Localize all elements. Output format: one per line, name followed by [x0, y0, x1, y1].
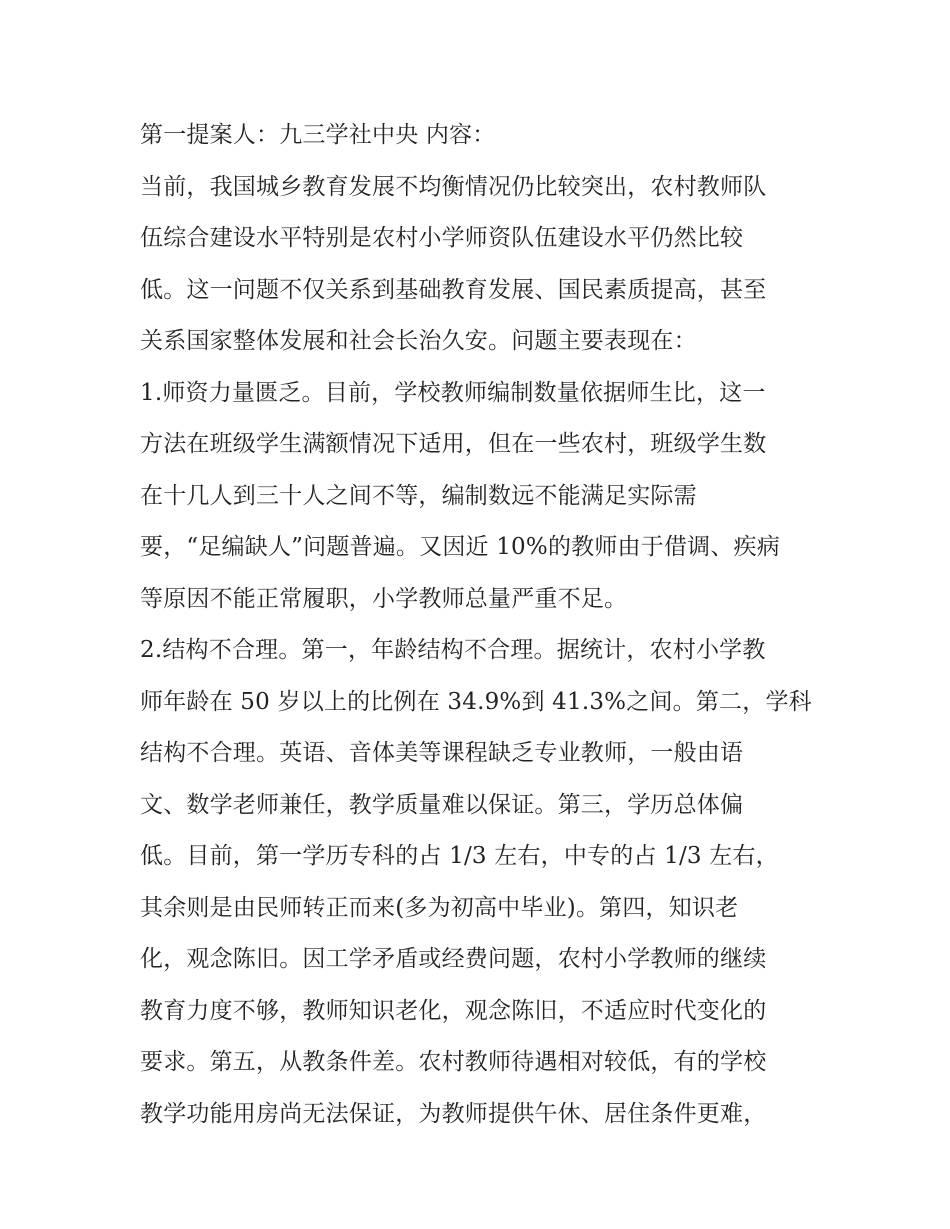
text-line-11: 2.结构不合理。第一，年龄结构不合理。据统计，农村小学教 [140, 637, 766, 663]
text-line-9: 要，“足编缺人”问题普遍。又因近 10%的教师由于借调、疾病 [140, 534, 780, 560]
text-line-17: 化，观念陈旧。因工学矛盾或经费问题，农村小学教师的继续 [140, 946, 767, 972]
text-line-18: 教育力度不够，教师知识老化，观念陈旧，不适应时代变化的 [140, 997, 767, 1024]
text-line-12: 师年龄在 50 岁以上的比例在 34.9%到 41.3%之间。第二，学科 [140, 688, 812, 715]
text-line-15: 低。目前，第一学历专科的占 1/3 左右，中专的占 1/3 左右， [140, 843, 779, 869]
text-line-19: 要求。第五，从教条件差。农村教师待遇相对较低，有的学校 [140, 1049, 767, 1075]
text-line-16: 其余则是由民师转正而来(多为初高中毕业)。第四，知识老 [140, 894, 739, 921]
text-line-7: 方法在班级学生满额情况下适用，但在一些农村，班级学生数 [140, 431, 767, 457]
text-line-1: 第一提案人：九三学社中央 内容： [140, 122, 496, 148]
text-line-5: 关系国家整体发展和社会长治久安。问题主要表现在： [140, 328, 697, 354]
text-line-4: 低。这一问题不仅关系到基础教育发展、国民素质提高，甚至 [140, 276, 767, 303]
text-line-3: 伍综合建设水平特别是农村小学师资队伍建设水平仍然比较 [140, 225, 744, 251]
text-line-2: 当前，我国城乡教育发展不均衡情况仍比较突出，农村教师队 [140, 173, 767, 200]
text-line-6: 1.师资力量匮乏。目前，学校教师编制数量依据师生比，这一 [140, 379, 766, 406]
text-line-10: 等原因不能正常履职，小学教师总量严重不足。 [140, 585, 628, 612]
text-line-14: 文、数学老师兼任，教学质量难以保证。第三，学历总体偏 [140, 791, 744, 818]
text-line-20: 教学功能用房尚无法保证，为教师提供午休、居住条件更难， [140, 1100, 767, 1127]
text-line-13: 结构不合理。英语、音体美等课程缺乏专业教师，一般由语 [140, 740, 744, 766]
document-body [140, 110, 830, 1140]
text-line-8: 在十几人到三十人之间不等，编制数远不能满足实际需 [140, 482, 697, 509]
